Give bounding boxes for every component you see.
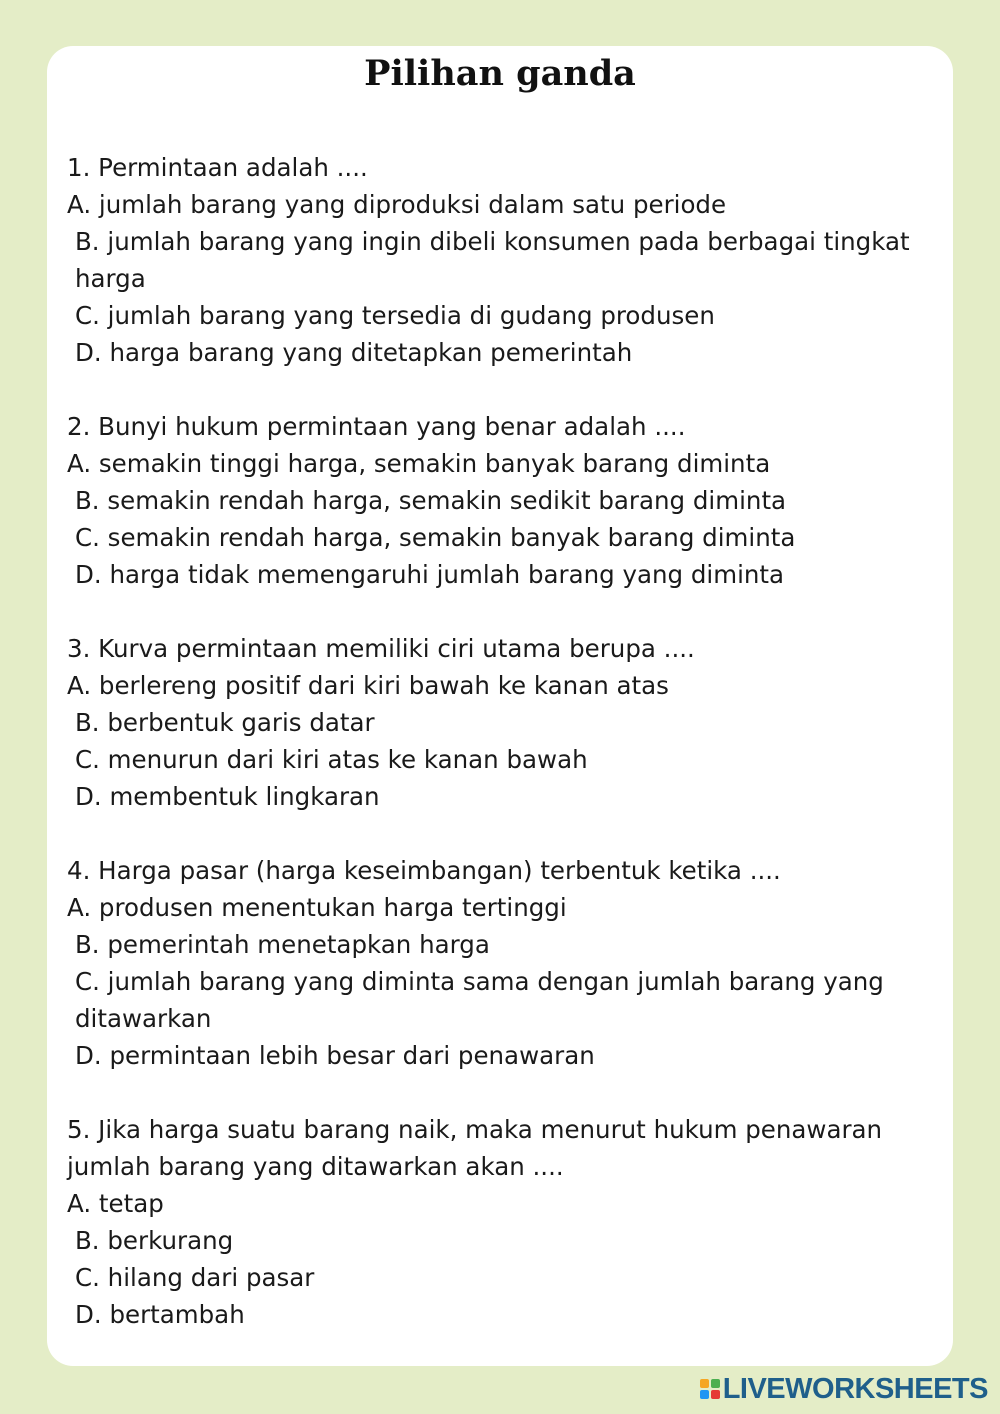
option-c[interactable]: C. hilang dari pasar (75, 1263, 315, 1292)
option-c[interactable]: C. semakin rendah harga, semakin banyak barang diminta (75, 523, 796, 552)
option-b[interactable]: B. jumlah barang yang ingin dibeli konsumen pada berbagai tingkat harga (75, 227, 910, 293)
liveworksheets-brand[interactable] (700, 1373, 988, 1405)
option-b[interactable]: B. berkurang (75, 1226, 234, 1255)
option-d[interactable]: D. harga barang yang ditetapkan pemerintah (75, 338, 633, 367)
question-4 (67, 852, 947, 1074)
question-text: 1. Permintaan adalah .... (67, 153, 368, 182)
question-text: 4. Harga pasar (harga keseimbangan) terbentuk ketika .... (67, 856, 781, 885)
option-d[interactable]: D. permintaan lebih besar dari penawaran (75, 1041, 595, 1070)
question-5 (67, 1111, 947, 1333)
question-text: 3. Kurva permintaan memiliki ciri utama berupa .... (67, 634, 695, 663)
option-d[interactable]: D. bertambah (75, 1300, 245, 1329)
option-a[interactable]: A. semakin tinggi harga, semakin banyak barang diminta (67, 449, 771, 478)
option-c[interactable]: C. jumlah barang yang diminta sama dengan jumlah barang yang ditawarkan (75, 967, 884, 1033)
question-3 (67, 630, 947, 815)
option-b[interactable]: B. semakin rendah harga, semakin sedikit barang diminta (75, 486, 787, 515)
option-a[interactable]: A. produsen menentukan harga tertinggi (67, 893, 567, 922)
option-c[interactable]: C. jumlah barang yang tersedia di gudang produsen (75, 301, 715, 330)
option-d[interactable]: D. harga tidak memengaruhi jumlah barang yang diminta (75, 560, 785, 589)
option-c[interactable]: C. menurun dari kiri atas ke kanan bawah (75, 745, 588, 774)
question-text: 5. Jika harga suatu barang naik, maka menurut hukum penawaran jumlah barang yang ditawarkan akan .... (67, 1115, 883, 1181)
option-a[interactable]: A. jumlah barang yang diproduksi dalam satu periode (67, 190, 727, 219)
question-list (67, 149, 947, 1370)
option-a[interactable]: A. tetap (67, 1189, 164, 1218)
brand-name: LIVEWORKSHEETS (722, 1372, 988, 1405)
page-title: Pilihan ganda (364, 53, 636, 94)
question-1 (67, 149, 947, 371)
liveworksheets-logo-icon (700, 1379, 720, 1399)
option-b[interactable]: B. berbentuk garis datar (75, 708, 375, 737)
option-b[interactable]: B. pemerintah menetapkan harga (75, 930, 490, 959)
question-text: 2. Bunyi hukum permintaan yang benar adalah .... (67, 412, 686, 441)
option-a[interactable]: A. berlereng positif dari kiri bawah ke kanan atas (67, 671, 669, 700)
option-d[interactable]: D. membentuk lingkaran (75, 782, 380, 811)
question-2 (67, 408, 947, 593)
